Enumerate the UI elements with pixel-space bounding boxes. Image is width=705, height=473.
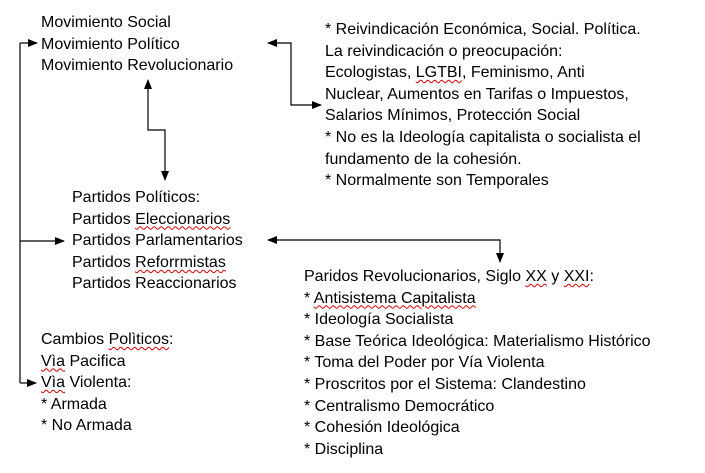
via-pacifica: [41, 351, 174, 373]
text-fragment: :: [589, 268, 594, 285]
bullet: *: [304, 375, 315, 393]
via-no-armada: * No Armada: [41, 417, 132, 435]
text-fragment: Paridos Revolucionarios, Siglo: [304, 268, 526, 285]
text-fragment: y: [546, 268, 564, 285]
politicos-word: Polìticos: [108, 331, 170, 348]
partido-type: Reaccionarios: [135, 275, 237, 293]
partido-type: Reforrmistas: [135, 253, 226, 271]
partido-item: [72, 252, 243, 274]
text-fragment: :: [169, 331, 174, 348]
arrow-movimientos-reivindicacion: [268, 43, 321, 105]
partido-type: Parlamentarios: [135, 232, 243, 250]
bullet: *: [304, 332, 315, 350]
text-fragment: , Feminismo, Anti: [461, 64, 585, 82]
via-word: Vìa: [41, 374, 66, 392]
bullet: *: [304, 289, 314, 307]
revolucionario-item: [304, 439, 651, 461]
movimientos-block: [41, 12, 233, 77]
item-text: Antisistema Capitalista: [313, 289, 476, 307]
partido-item: [72, 273, 243, 295]
text-fragment: Pacifica: [65, 352, 126, 370]
item-text: Base Teórica Ideológica: Materialismo Histórico: [314, 332, 651, 350]
item-text: Ideología Socialista: [314, 311, 454, 329]
lgtbi-word: LGTBI: [415, 64, 462, 82]
partido-item: [72, 209, 243, 231]
reivindicacion-block: [325, 19, 641, 192]
revolucionario-item: [304, 396, 651, 418]
reivindicacion-line-2: La reivindicación o preocupación:: [325, 42, 563, 60]
item-text: Disciplina: [314, 440, 384, 458]
revolucionario-item: [304, 417, 651, 439]
via-armada: * Armada: [41, 395, 107, 413]
reivindicacion-line-7: fundamento de la cohesión.: [325, 150, 522, 168]
bullet: *: [304, 311, 315, 329]
item-text: Proscritos por el Sistema: Clandestino: [314, 375, 586, 393]
text-fragment: Cambios: [41, 331, 109, 348]
partido-type: Eleccionarios: [135, 210, 231, 228]
text-fragment: Partidos: [72, 232, 136, 250]
reivindicacion-line-6: * No es la Ideología capitalista o socialista el: [325, 128, 641, 146]
arrow-partidos-revolucionarios: [268, 240, 500, 262]
item-text: Cohesión Ideológica: [314, 419, 460, 437]
reivindicacion-line-1: * Reivindicación Económica, Social. Política.: [325, 21, 641, 38]
item-text: Centralismo Democrático: [314, 397, 495, 415]
text-fragment: Partidos: [72, 275, 136, 293]
siglo-xxi: XXI: [563, 268, 590, 285]
revolucionario-item: [304, 288, 651, 310]
revolucionario-item: [304, 331, 651, 353]
movimiento-revolucionario: Movimiento Revolucionario: [41, 57, 234, 75]
movimiento-politico: Movimiento Político: [41, 35, 180, 53]
item-text: Toma del Poder por Vía Violenta: [314, 354, 545, 372]
reivindicacion-line-8: * Normalmente son Temporales: [325, 172, 549, 190]
revolucionario-item: [304, 374, 651, 396]
text-fragment: Partidos: [72, 210, 136, 228]
bullet: *: [304, 440, 315, 458]
partidos-title: Partidos Políticos:: [72, 189, 201, 206]
partido-item: [72, 230, 243, 252]
movimiento-social: Movimiento Social: [41, 14, 171, 31]
text-fragment: Ecologistas,: [325, 64, 416, 82]
siglo-xx: XX: [525, 268, 547, 285]
revolucionario-item: [304, 352, 651, 374]
revolucionarios-title: [304, 266, 651, 288]
cambios-block: [41, 329, 174, 437]
partidos-block: [72, 187, 243, 295]
bullet: *: [304, 397, 315, 415]
via-word: Vìa: [41, 352, 66, 370]
reivindicacion-line-5: Salarios Mínimos, Protección Social: [325, 107, 581, 125]
text-fragment: Partidos: [72, 253, 136, 271]
revolucionario-item: [304, 309, 651, 331]
reivindicacion-line-4: Nuclear, Aumentos en Tarifas o Impuestos,: [325, 85, 629, 103]
arrow-movimientos-partidos: [148, 80, 165, 180]
revolucionarios-block: [304, 266, 651, 460]
bullet: *: [304, 354, 315, 372]
text-fragment: Violenta:: [65, 374, 132, 392]
cambios-title: [41, 329, 174, 351]
via-violenta: [41, 372, 174, 394]
reivindicacion-line-3: [325, 62, 641, 84]
bullet: *: [304, 419, 315, 437]
